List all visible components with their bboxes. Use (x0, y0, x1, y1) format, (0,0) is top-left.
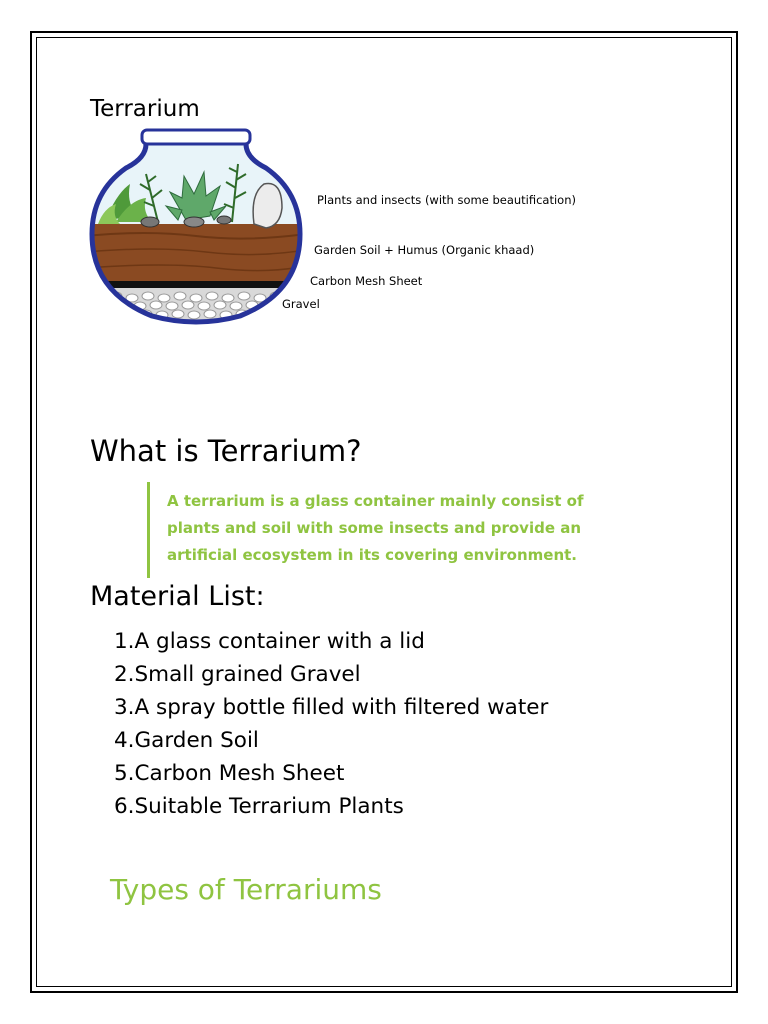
terrarium-jar-illustration (86, 124, 306, 330)
types-heading: Types of Terrariums (110, 873, 382, 906)
material-heading: Material List: (90, 581, 265, 612)
definition-quote-bar (147, 482, 150, 578)
list-item: 4.Garden Soil (114, 728, 259, 753)
list-item: 5.Carbon Mesh Sheet (114, 761, 345, 786)
definition-text: A terrarium is a glass container mainly consist of plants and soil with some insects and provide an artificial ecosystem in its covering environment. (167, 492, 584, 564)
label-plants: Plants and insects (with some beautification) (317, 193, 576, 207)
materials-list (114, 625, 548, 823)
label-gravel: Gravel (282, 297, 320, 311)
list-item: 1.A glass container with a lid (114, 629, 425, 654)
page-title: Terrarium (90, 96, 200, 122)
what-heading: What is Terrarium? (90, 434, 362, 468)
label-soil: Garden Soil + Humus (Organic khaad) (314, 243, 535, 257)
list-item: 6.Suitable Terrarium Plants (114, 794, 404, 819)
label-mesh: Carbon Mesh Sheet (310, 274, 423, 288)
list-item: 3.A spray bottle filled with filtered water (114, 695, 549, 720)
list-item: 2.Small grained Gravel (114, 662, 361, 687)
